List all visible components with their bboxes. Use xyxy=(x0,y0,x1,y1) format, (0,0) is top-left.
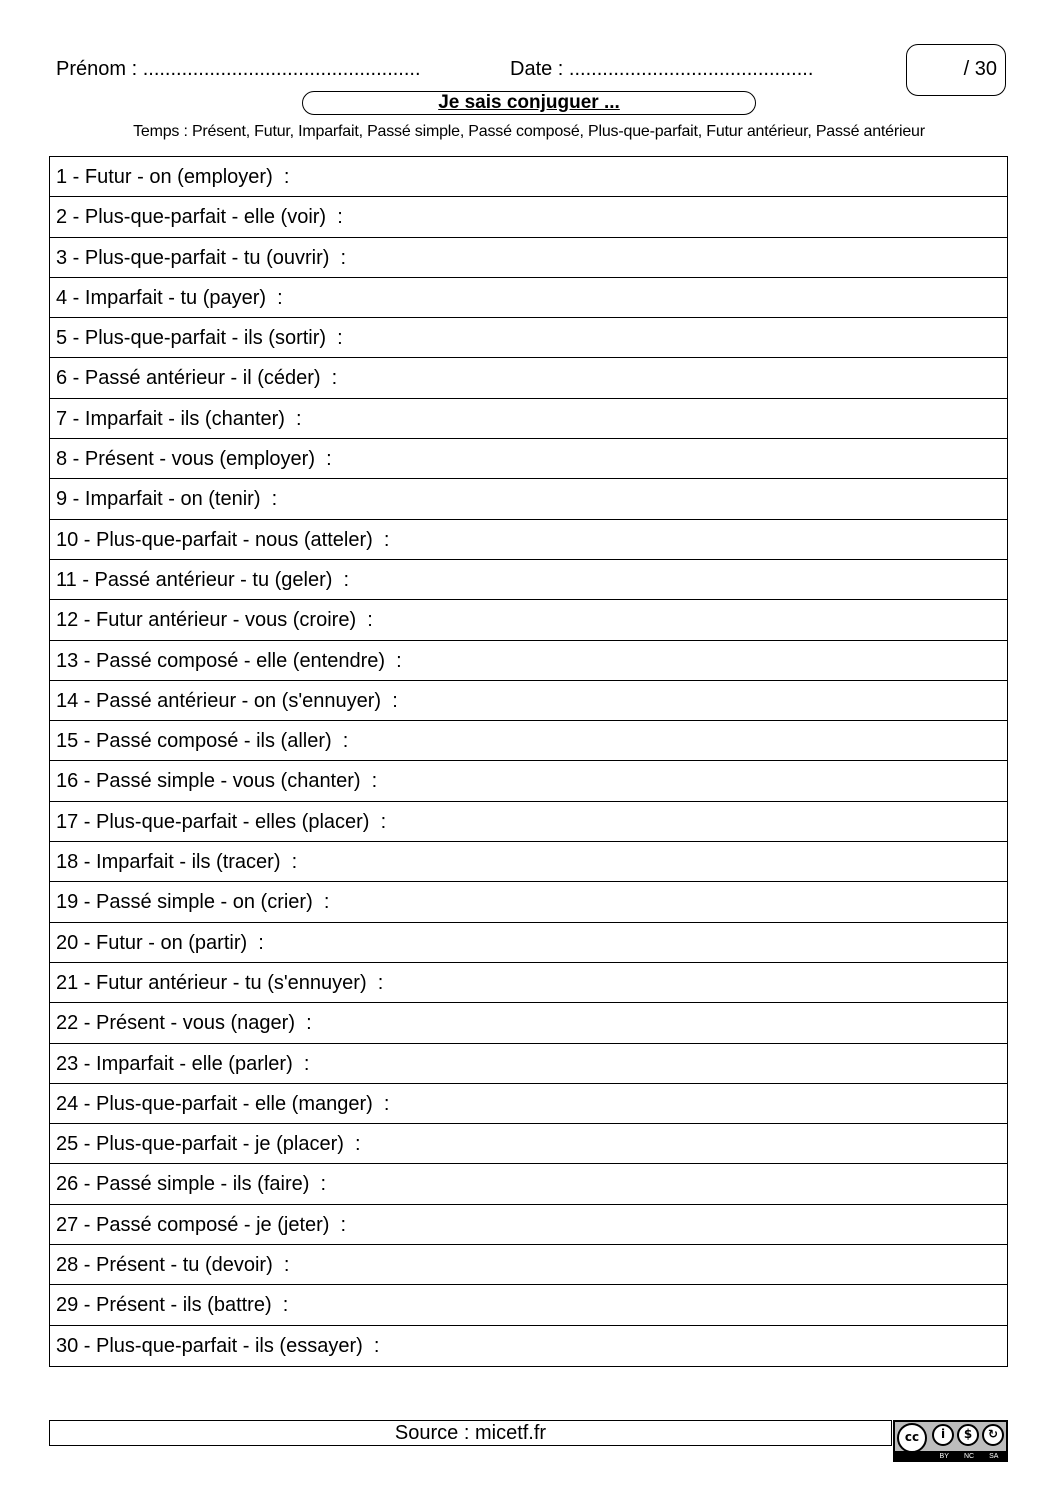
question-row[interactable]: 2 - Plus-que-parfait - elle (voir) : xyxy=(50,197,1007,237)
license-badge xyxy=(893,1420,1008,1462)
sa-label: SA xyxy=(989,1453,999,1460)
question-row[interactable]: 14 - Passé antérieur - on (s'ennuyer) : xyxy=(50,681,1007,721)
question-row[interactable]: 28 - Présent - tu (devoir) : xyxy=(50,1245,1007,1285)
question-row[interactable]: 4 - Imparfait - tu (payer) : xyxy=(50,278,1007,318)
question-row[interactable]: 10 - Plus-que-parfait - nous (atteler) : xyxy=(50,520,1007,560)
question-row[interactable]: 3 - Plus-que-parfait - tu (ouvrir) : xyxy=(50,238,1007,278)
by-icon: i xyxy=(932,1424,954,1446)
question-row[interactable]: 20 - Futur - on (partir) : xyxy=(50,923,1007,963)
footer-source: Source : micetf.fr xyxy=(49,1420,892,1446)
question-row[interactable]: 24 - Plus-que-parfait - elle (manger) : xyxy=(50,1084,1007,1124)
question-row[interactable]: 29 - Présent - ils (battre) : xyxy=(50,1285,1007,1325)
question-row[interactable]: 1 - Futur - on (employer) : xyxy=(50,157,1007,197)
sa-icon: ↻ xyxy=(982,1424,1004,1446)
question-row[interactable]: 19 - Passé simple - on (crier) : xyxy=(50,882,1007,922)
question-row[interactable]: 15 - Passé composé - ils (aller) : xyxy=(50,721,1007,761)
score-box xyxy=(906,44,1006,96)
question-row[interactable]: 9 - Imparfait - on (tenir) : xyxy=(50,479,1007,519)
question-row[interactable]: 21 - Futur antérieur - tu (s'ennuyer) : xyxy=(50,963,1007,1003)
question-row[interactable]: 23 - Imparfait - elle (parler) : xyxy=(50,1044,1007,1084)
question-row[interactable]: 18 - Imparfait - ils (tracer) : xyxy=(50,842,1007,882)
question-row[interactable]: 11 - Passé antérieur - tu (geler) : xyxy=(50,560,1007,600)
question-row[interactable]: 6 - Passé antérieur - il (céder) : xyxy=(50,358,1007,398)
question-row[interactable]: 13 - Passé composé - elle (entendre) : xyxy=(50,641,1007,681)
license-labels xyxy=(932,1452,1006,1461)
question-row[interactable]: 16 - Passé simple - vous (chanter) : xyxy=(50,761,1007,801)
by-label: BY xyxy=(939,1453,949,1460)
question-row[interactable]: 12 - Futur antérieur - vous (croire) : xyxy=(50,600,1007,640)
question-row[interactable]: 30 - Plus-que-parfait - ils (essayer) : xyxy=(56,1334,380,1357)
question-row[interactable]: 25 - Plus-que-parfait - je (placer) : xyxy=(50,1124,1007,1164)
question-row[interactable]: 26 - Passé simple - ils (faire) : xyxy=(50,1164,1007,1204)
question-row[interactable]: 17 - Plus-que-parfait - elles (placer) : xyxy=(50,802,1007,842)
question-row[interactable]: 8 - Présent - vous (employer) : xyxy=(50,439,1007,479)
prenom-field[interactable]: Prénom : .................................................. xyxy=(56,58,421,80)
page-title: Je sais conjuguer ... xyxy=(302,91,756,115)
score-total: / 30 xyxy=(963,58,997,80)
nc-label: NC xyxy=(963,1453,975,1460)
tenses-line: Temps : Présent, Futur, Imparfait, Passé simple, Passé composé, Plus-que-parfait, Futur antérieur, Passé antérieur xyxy=(133,123,925,140)
question-row[interactable]: 27 - Passé composé - je (jeter) : xyxy=(50,1205,1007,1245)
question-row[interactable]: 22 - Présent - vous (nager) : xyxy=(50,1003,1007,1043)
question-row[interactable]: 7 - Imparfait - ils (chanter) : xyxy=(50,399,1007,439)
cc-icon: cc xyxy=(897,1423,927,1453)
question-row[interactable]: 5 - Plus-que-parfait - ils (sortir) : xyxy=(50,318,1007,358)
questions-table xyxy=(49,156,1008,1367)
nc-icon: $ xyxy=(957,1424,979,1446)
date-field[interactable]: Date : ............................................ xyxy=(510,58,814,80)
